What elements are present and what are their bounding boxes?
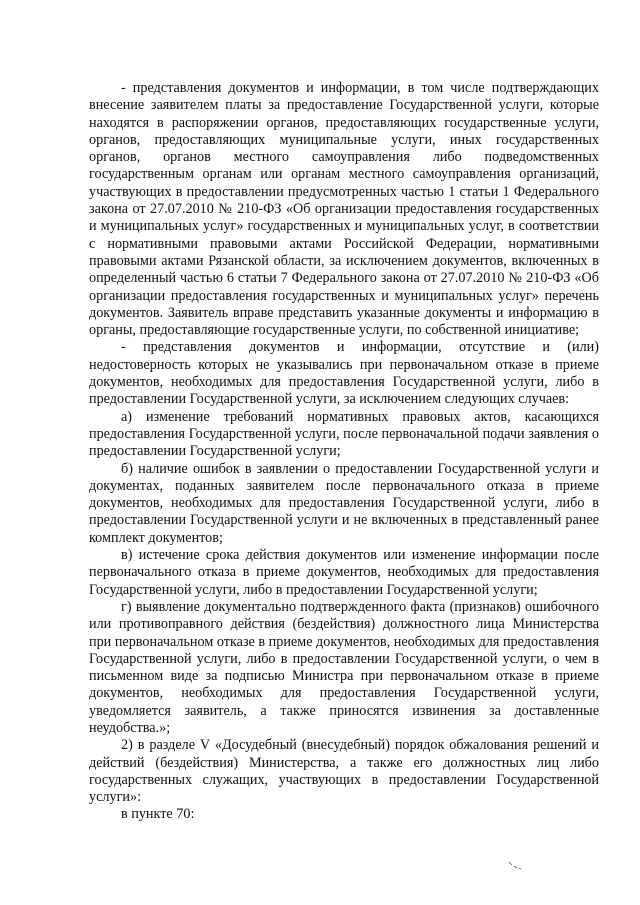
pen-mark-icon — [508, 860, 522, 870]
paragraph-section-v: 2) в разделе V «Досудебный (внесудебный) порядок обжалования решений и действий (бездействия) Министерства, а также его должностных лиц либо государственных служащих, участвующих в предоставлении Государственной услуги»: — [89, 737, 599, 806]
document-body — [89, 80, 599, 824]
paragraph-case-g: г) выявление документально подтвержденного факта (признаков) ошибочного или противоправного действия (бездействия) должностного лица Министерства при первоначальном отказе в приеме документов, необходимых для предоставления Государственной услуги, либо в предоставлении Государственной услуги, о чем в письменном виде за подписью Министра при первоначальном отказе в приеме документов, необходимых для предоставления Государственной услуги, уведомляется заявитель, а также приносятся извинения за доставленные неудобства.»; — [89, 598, 599, 736]
paragraph-case-v: в) истечение срока действия документов или изменение информации после первоначального отказа в приеме документов, необходимых для предоставления Государственной услуги, либо в предоставлении Государственной услуги; — [89, 547, 599, 598]
paragraph-point-70: в пункте 70: — [121, 806, 195, 823]
paragraph-case-b: б) наличие ошибок в заявлении о предоставлении Государственной услуги и документах, поданных заявителем после первоначального отказа в приеме документов, необходимых для предоставления Государственной услуги, либо в предоставлении Государственной услуги и не включенных в представленный ранее комплект документов; — [89, 460, 599, 546]
paragraph-documents-not-indicated: - представления документов и информации, отсутствие и (или) недостоверность которых не указывались при первоначальном отказе в приеме документов, необходимых для предоставления Государственной услуги, либо в предоставлении Государственной услуги, за исключением следующих случаев: — [89, 339, 599, 408]
paragraph-case-a: а) изменение требований нормативных правовых актов, касающихся предоставления Государственной услуги, после первоначальной подачи заявления о предоставлении Государственной услуги; — [89, 408, 599, 460]
paragraph-documents-in-possession: - представления документов и информации, в том числе подтверждающих внесение заявителем платы за предоставление Государственной услуги, которые находятся в распоряжении органов, предоставляющих государственные услуги, органов, предоставляющих муниципальные услуги, иных государственных органов, органов местного самоуправления либо подведомственных государственным органам или органам местного самоуправления организаций, участвующих в предоставлении предусмотренных частью 1 статьи 1 Федерального закона от 27.07.2010 № 210-ФЗ «Об организации предоставления государственных и муниципальных услуг» государственных и муниципальных услуг, в соответствии с нормативными правовыми актами Российской Федерации, нормативными правовыми актами Рязанской области, за исключением документов, включенных в определенный частью 6 статьи 7 Федерального закона от 27.07.2010 № 210-ФЗ «Об организации предоставления государственных и муниципальных услуг» перечень документов. Заявитель вправе представить указанные документы и информацию в органы, предоставляющие государственные услуги, по собственной инициативе; — [89, 80, 599, 339]
